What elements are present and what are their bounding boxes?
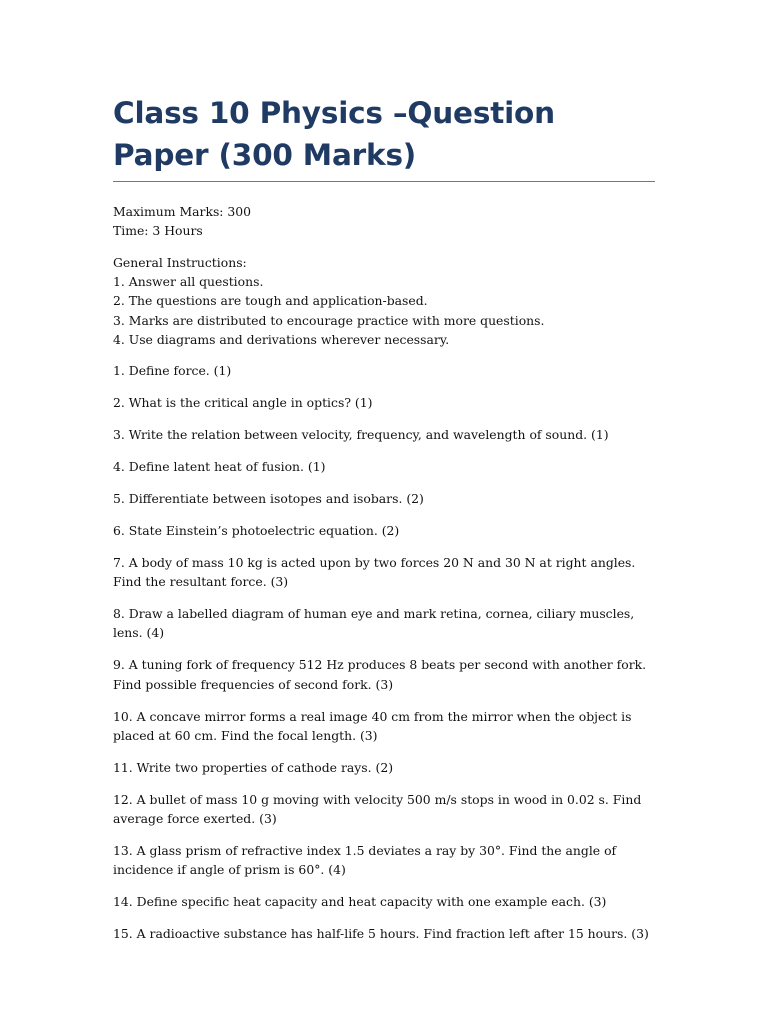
- general-instructions: [113, 253, 655, 349]
- question-14: 14. Define specific heat capacity and heat capacity with one example each. (3): [113, 894, 607, 910]
- question-13: 13. A glass prism of refractive index 1.5 deviates a ray by 30°. Find the angle of incidence if angle of prism is 60°. (4): [113, 843, 617, 878]
- question-5: 5. Differentiate between isotopes and isobars. (2): [113, 491, 424, 507]
- question-12: 12. A bullet of mass 10 g moving with velocity 500 m/s stops in wood in 0.02 s. Find average force exerted. (3): [113, 791, 642, 827]
- question-8: 8. Draw a labelled diagram of human eye and mark retina, cornea, ciliary muscles, lens. (4): [113, 606, 635, 641]
- paper-meta: [113, 203, 655, 240]
- time-allowed: Time: 3 Hours: [113, 222, 203, 238]
- question-11: 11. Write two properties of cathode rays. (2): [113, 759, 394, 775]
- question-9: 9. A tuning fork of frequency 512 Hz produces 8 beats per second with another fork. Find possible frequencies of second fork. (3): [113, 657, 647, 692]
- question-7: 7. A body of mass 10 kg is acted upon by two forces 20 N and 30 N at right angles. Find the resultant force. (3): [113, 555, 636, 590]
- question-4: 4. Define latent heat of fusion. (1): [113, 459, 326, 475]
- instruction-item: 1. Answer all questions.: [113, 274, 264, 290]
- instruction-item: 2. The questions are tough and application-based.: [113, 293, 428, 309]
- maximum-marks: Maximum Marks: 300: [113, 204, 252, 219]
- question-15: 15. A radioactive substance has half-life 5 hours. Find fraction left after 15 hours. (3): [113, 926, 649, 942]
- question-list: [113, 361, 655, 943]
- document-title: Class 10 Physics –Question Paper (300 Marks): [113, 96, 555, 172]
- question-10: 10. A concave mirror forms a real image 40 cm from the mirror when the object is placed at 60 cm. Find the focal length. (3): [113, 708, 632, 743]
- instruction-item: 3. Marks are distributed to encourage practice with more questions.: [113, 312, 545, 328]
- title-divider: [113, 181, 655, 182]
- question-3: 3. Write the relation between velocity, frequency, and wavelength of sound. (1): [113, 427, 609, 443]
- instructions-heading: General Instructions:: [113, 255, 247, 270]
- question-6: 6. State Einstein’s photoelectric equation. (2): [113, 523, 400, 539]
- instruction-item: 4. Use diagrams and derivations wherever necessary.: [113, 331, 450, 347]
- document-page: [113, 92, 655, 956]
- question-1: 1. Define force. (1): [113, 363, 232, 379]
- question-2: 2. What is the critical angle in optics? (1): [113, 395, 373, 411]
